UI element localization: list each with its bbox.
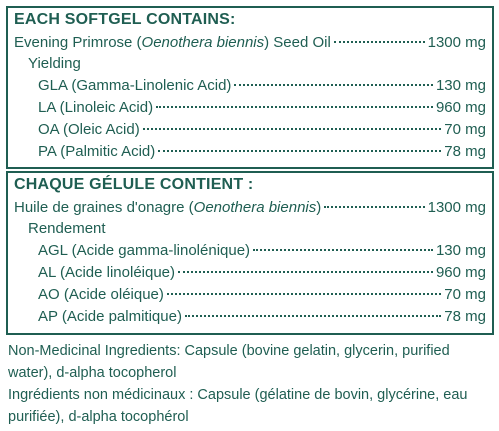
english-ingredient-row — [38, 77, 486, 99]
ingredient-amount: 70 mg — [444, 286, 486, 303]
leader-dots — [253, 249, 433, 251]
french-main-ingredient-label: Huile de graines d'onagre (Oenothera biennis) — [14, 199, 322, 216]
leader-dots — [178, 271, 433, 273]
french-ingredient-row — [38, 308, 486, 330]
english-ingredients-section — [6, 6, 494, 169]
ingredient-label: LA (Linoleic Acid) — [38, 99, 154, 116]
leader-dots — [334, 41, 425, 43]
ingredient-amount: 130 mg — [435, 242, 486, 259]
french-ingredient-row — [38, 242, 486, 264]
ingredient-label: PA (Palmitic Acid) — [38, 143, 156, 160]
leader-dots — [143, 128, 442, 130]
non-medicinal-french: Ingrédients non médicinaux : Capsule (gélatine de bovin, glycérine, eau purifiée), d-alpha tocophérol — [8, 387, 468, 425]
english-ingredient-row — [38, 99, 486, 121]
french-yielding-label: Rendement — [28, 220, 106, 237]
french-heading: CHAQUE GÉLULE CONTIENT : — [14, 176, 254, 193]
ingredient-label: GLA (Gamma-Linolenic Acid) — [38, 77, 232, 94]
english-main-ingredient-label: Evening Primrose (Oenothera biennis) Seed Oil — [14, 34, 331, 51]
ingredient-label: AGL (Acide gamma-linolénique) — [38, 242, 251, 259]
french-main-ingredient-row — [14, 199, 486, 221]
ingredient-amount: 70 mg — [444, 121, 486, 138]
english-ingredient-row — [38, 143, 486, 165]
french-ingredient-row — [38, 286, 486, 308]
ingredient-label: AO (Acide oléique) — [38, 286, 164, 303]
leader-dots — [167, 293, 441, 295]
leader-dots — [324, 206, 424, 208]
ingredient-amount: 78 mg — [444, 308, 486, 325]
french-main-ingredient-amount: 1300 mg — [427, 199, 486, 216]
english-ingredient-row — [38, 121, 486, 143]
ingredient-amount: 960 mg — [435, 264, 486, 281]
leader-dots — [158, 150, 441, 152]
french-ingredients-section — [6, 171, 494, 335]
french-ingredient-row — [38, 264, 486, 286]
english-main-ingredient-amount: 1300 mg — [427, 34, 486, 51]
ingredient-label: AL (Acide linoléique) — [38, 264, 176, 281]
english-yielding-label: Yielding — [28, 55, 81, 72]
leader-dots — [185, 315, 441, 317]
ingredient-amount: 130 mg — [435, 77, 486, 94]
non-medicinal-ingredients — [8, 340, 494, 428]
ingredient-amount: 78 mg — [444, 143, 486, 160]
english-heading: EACH SOFTGEL CONTAINS: — [14, 11, 236, 28]
leader-dots — [156, 106, 433, 108]
ingredient-label: AP (Acide palmitique) — [38, 308, 182, 325]
ingredient-amount: 960 mg — [435, 99, 486, 116]
leader-dots — [234, 84, 433, 86]
english-main-ingredient-row — [14, 34, 486, 56]
non-medicinal-english: Non-Medicinal Ingredients: Capsule (bovine gelatin, glycerin, purified water), d-alpha tocopherol — [8, 343, 450, 381]
ingredient-label: OA (Oleic Acid) — [38, 121, 140, 138]
